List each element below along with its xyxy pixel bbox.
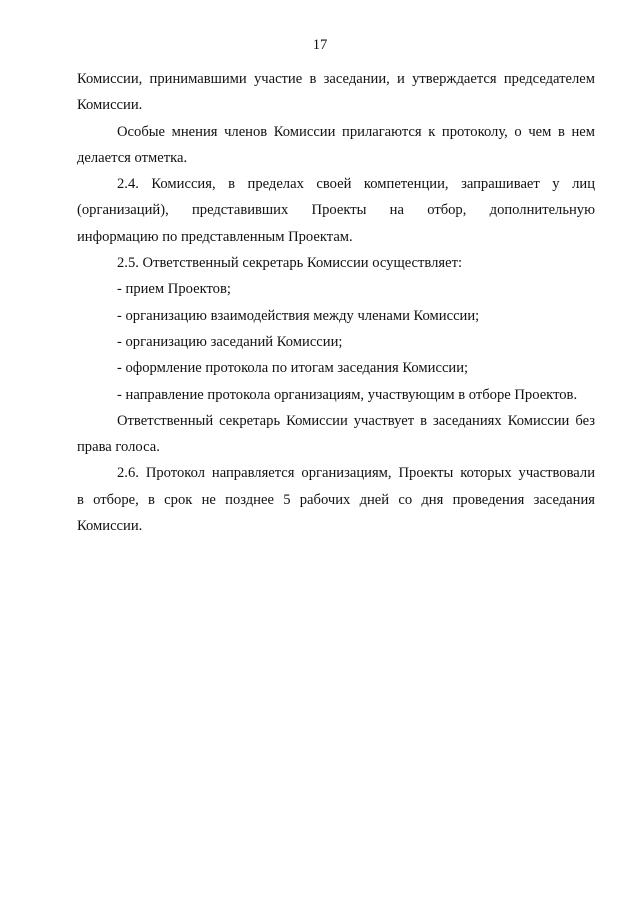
paragraph-line: информацию по представленным Проектам. bbox=[77, 228, 353, 245]
list-item: - организацию заседаний Комиссии; bbox=[117, 333, 343, 350]
paragraph-line: 2.5. Ответственный секретарь Комиссии осуществляет: bbox=[117, 255, 463, 272]
paragraph-line: делается отметка. bbox=[77, 149, 188, 166]
paragraph-line: в отборе, в срок не позднее 5 рабочих дней со дня проведения заседания bbox=[77, 491, 595, 508]
paragraph-line: права голоса. bbox=[77, 439, 160, 456]
list-item: - организацию взаимодействия между членами Комиссии; bbox=[117, 307, 480, 324]
page-number: 17 bbox=[312, 37, 328, 53]
paragraph-line: Особые мнения членов Комиссии прилагаются к протоколу, о чем в нем bbox=[117, 123, 595, 140]
paragraph-line: 2.6. Протокол направляется организациям, Проекты которых участвовали bbox=[117, 465, 595, 482]
paragraph-line: Ответственный секретарь Комиссии участвует в заседаниях Комиссии без bbox=[117, 412, 595, 429]
paragraph-line: Комиссии, принимавшими участие в заседании, и утверждается председателем bbox=[77, 71, 595, 87]
paragraph-line: Комиссии. bbox=[77, 518, 143, 535]
paragraph-line: (организаций), представивших Проекты на отбор, дополнительную bbox=[77, 202, 595, 219]
list-item: - оформление протокола по итогам заседания Комиссии; bbox=[117, 360, 469, 377]
paragraph-line: Комиссии. bbox=[77, 97, 143, 114]
list-item: - прием Проектов; bbox=[117, 281, 231, 298]
list-item: - направление протокола организациям, участвующим в отборе Проектов. bbox=[117, 386, 578, 403]
document-body bbox=[77, 66, 595, 539]
paragraph-line: 2.4. Комиссия, в пределах своей компетенции, запрашивает у лиц bbox=[117, 176, 595, 193]
